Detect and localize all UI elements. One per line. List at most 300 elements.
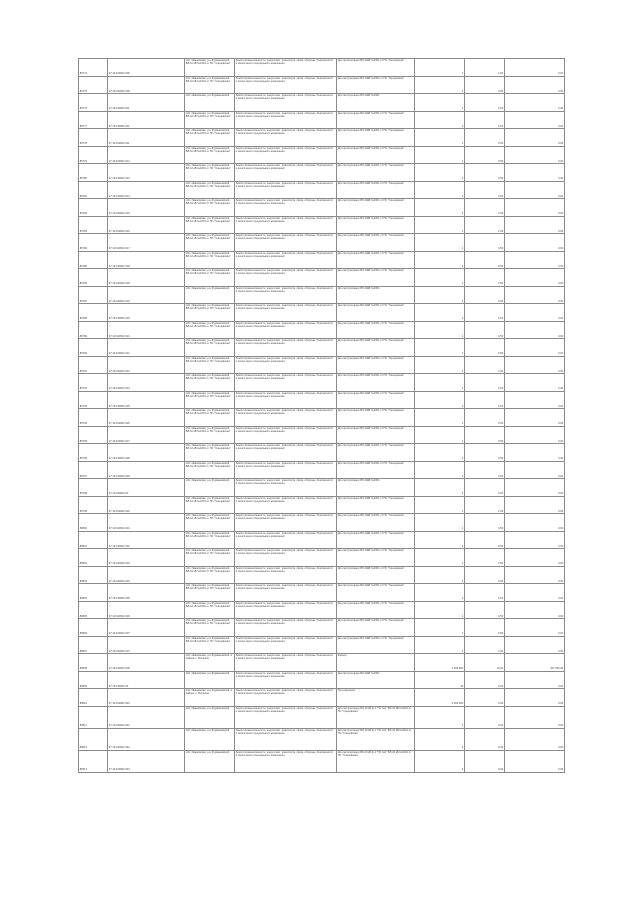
table-row — [79, 199, 565, 217]
row-number-cell: 86776 — [79, 94, 108, 112]
permitted-use-cell: Для эксплуатации ВЛ-10 кВ ф.1 "ПС №1" ВЛ-10 кВ №1001 от ПС "Синцовская" — [337, 750, 415, 772]
cadastral-number-cell: 37:19:010901:620 — [108, 304, 185, 322]
tax-rate-cell: 0,50 — [465, 129, 505, 147]
plot-address-cell: обл. Ивановская, р-н Фурмановский, ВЛ-10 кВ №1001 от ПС "Синцовская" — [185, 601, 235, 619]
land-category-cell: Земли промышленности, энергетики, транспорта, связи, обороны, безопасности и земли иного специального назначения — [235, 111, 337, 129]
cadastral-number-cell: 37:19:010901:611 — [108, 94, 185, 112]
table-row — [79, 566, 565, 584]
plot-address-cell: обл. Ивановская, р-н Фурмановский, ВЛ-10 кВ №1001 от ПС "Синцовская" — [185, 356, 235, 374]
cadastral-value-cell: 0,00 — [505, 304, 565, 322]
row-number-cell: 86796 — [79, 444, 108, 462]
permitted-use-cell: Для эксплуатации ВЛ-10кВ №1001 от ПС "Синцовская" — [337, 321, 415, 339]
cadastral-number-cell: 37:19:010901:638 — [108, 654, 185, 672]
table-row — [79, 76, 565, 94]
document-page — [78, 58, 564, 773]
cadastral-number-cell: 37:19:010901:628 — [108, 444, 185, 462]
row-number-cell: 86800 — [79, 514, 108, 532]
plot-area-cell: 1 — [415, 479, 465, 497]
tax-rate-cell: 0,50 — [465, 76, 505, 94]
table-row — [79, 636, 565, 654]
row-number-cell: 86804 — [79, 584, 108, 602]
row-number-cell: 86786 — [79, 269, 108, 287]
plot-area-cell: 1 — [415, 391, 465, 409]
row-number-cell: 86793 — [79, 391, 108, 409]
tax-rate-cell: 0,50 — [465, 426, 505, 444]
plot-area-cell: 1 — [415, 286, 465, 304]
plot-area-cell: 4 — [415, 750, 465, 772]
permitted-use-cell: Для эксплуатации ВЛ-10кВ №1001 от ПС "Синцовская" — [337, 444, 415, 462]
plot-area-cell: 10 — [415, 671, 465, 689]
cadastral-value-cell: 0,00 — [505, 374, 565, 392]
plot-area-cell: 1 — [415, 251, 465, 269]
table-row — [79, 391, 565, 409]
permitted-use-cell: Для эксплуатации ВЛ-10кВ №1001 от ПС "Синцовская" — [337, 601, 415, 619]
row-number-cell: 86799 — [79, 496, 108, 514]
row-number-cell: 86794 — [79, 409, 108, 427]
cadastral-number-cell: 37:19:010901:614 — [108, 181, 185, 199]
plot-area-cell: 1 — [415, 461, 465, 479]
land-category-cell: Земли промышленности, энергетики, транспорта, связи, обороны, безопасности и земли иного специального назначения — [235, 706, 337, 728]
tax-rate-cell: 0,50 — [465, 94, 505, 112]
cadastral-value-cell: 0,00 — [505, 689, 565, 707]
tax-rate-cell: 0,50 — [465, 181, 505, 199]
cadastral-value-cell: 0,00 — [505, 129, 565, 147]
cadastral-value-cell: 0,00 — [505, 636, 565, 654]
cadastral-number-cell: 37:19:010901:627 — [108, 426, 185, 444]
plot-address-cell: обл. Ивановская, р-н Фурмановский, ВЛ-10 кВ №1001 от ПС "Синцовская" — [185, 584, 235, 602]
cadastral-value-cell: 0,00 — [505, 444, 565, 462]
table-row — [79, 216, 565, 234]
cadastral-number-cell: 37:19:010901:629 — [108, 461, 185, 479]
row-number-cell: 86813 — [79, 750, 108, 772]
table-row — [79, 689, 565, 707]
permitted-use-cell: Под карьером — [337, 689, 415, 707]
cadastral-value-cell: 0,00 — [505, 461, 565, 479]
cadastral-number-cell: 37:19:010901:612 — [108, 146, 185, 164]
tax-rate-cell: 2,00 — [465, 216, 505, 234]
permitted-use-cell: Для эксплуатации ВЛ-10кВ №1001 от ПС "Синцовская" — [337, 531, 415, 549]
cadastral-value-cell: 0,00 — [505, 269, 565, 287]
table-row — [79, 321, 565, 339]
plot-area-cell: 1 — [415, 601, 465, 619]
cadastral-number-cell: 37:19:010901:63 — [108, 479, 185, 497]
cadastral-value-cell: 0,00 — [505, 286, 565, 304]
cadastral-value-cell: 0,00 — [505, 216, 565, 234]
row-number-cell: 86812 — [79, 728, 108, 750]
table-row — [79, 461, 565, 479]
tax-rate-cell: 2,00 — [465, 636, 505, 654]
permitted-use-cell: Для эксплуатации ВЛ-10кВ №1001 от ПС "Синцовская" — [337, 181, 415, 199]
land-category-cell: Земли промышленности, энергетики, транспорта, связи, обороны, безопасности и земли иного специального назначения — [235, 59, 337, 77]
table-row — [79, 531, 565, 549]
plot-area-cell: 1 — [415, 496, 465, 514]
cadastral-number-cell: 37:19:010901:64 — [108, 671, 185, 689]
land-category-cell: Земли промышленности, энергетики, транспорта, связи, обороны, безопасности и земли иного специального назначения — [235, 531, 337, 549]
plot-area-cell: 1 — [415, 339, 465, 357]
cadastral-number-cell: 37:19:010901:622 — [108, 356, 185, 374]
row-number-cell: 86775 — [79, 76, 108, 94]
tax-rate-cell: 2,00 — [465, 356, 505, 374]
row-number-cell: 86810 — [79, 689, 108, 707]
table-row — [79, 514, 565, 532]
plot-area-cell: 1 — [415, 146, 465, 164]
land-category-cell: Земли промышленности, энергетики, транспорта, связи, обороны, безопасности и земли иного специального назначения — [235, 129, 337, 147]
tax-rate-cell: 0,50 — [465, 391, 505, 409]
cadastral-value-cell: 427 650,99 — [505, 654, 565, 672]
row-number-cell: 86779 — [79, 146, 108, 164]
tax-rate-cell: 2,00 — [465, 199, 505, 217]
land-category-cell: Земли промышленности, энергетики, транспорта, связи, обороны, безопасности и земли иного специального назначения — [235, 391, 337, 409]
row-number-cell: 86801 — [79, 531, 108, 549]
land-category-cell: Земли промышленности, энергетики, транспорта, связи, обороны, безопасности и земли иного специального назначения — [235, 479, 337, 497]
plot-address-cell: обл. Ивановская, р-н Фурмановский, ВЛ-10 кВ №1001 от ПС "Синцовская" — [185, 391, 235, 409]
cadastral-value-cell: 0,00 — [505, 146, 565, 164]
tax-rate-cell: 2,00 — [465, 671, 505, 689]
table-row — [79, 496, 565, 514]
cadastral-number-cell: 37:19:010901:621 — [108, 339, 185, 357]
cadastral-number-cell: 37:19:010901:637 — [108, 619, 185, 637]
plot-address-cell: обл. Ивановская, р-н Фурмановский, ВЛ-10 кВ №1001 от ПС "Синцовская" — [185, 111, 235, 129]
cadastral-number-cell: 37:19:010901:633 — [108, 549, 185, 567]
plot-address-cell: обл. Ивановская, р-н Фурмановский, ВЛ-10 кВ №1001 от ПС "Синцовская" — [185, 321, 235, 339]
cadastral-number-cell: 37:19:010901:637 — [108, 636, 185, 654]
cadastral-number-cell: 37:19:010901:625 — [108, 391, 185, 409]
row-number-cell: 86798 — [79, 479, 108, 497]
land-plots-table — [78, 58, 565, 773]
plot-area-cell: 1 — [415, 531, 465, 549]
cadastral-number-cell: 37:19:010901:612 — [108, 164, 185, 182]
permitted-use-cell: Для эксплуатации ВЛ-10кВ №1001 — [337, 286, 415, 304]
tax-rate-cell: 0,50 — [465, 461, 505, 479]
plot-area-cell: 1 — [415, 216, 465, 234]
tax-rate-cell: 0,50 — [465, 269, 505, 287]
tax-rate-cell: 0,50 — [465, 444, 505, 462]
cadastral-number-cell: 37:19:010901:609 — [108, 59, 185, 77]
row-number-cell: 86787 — [79, 286, 108, 304]
land-category-cell: Земли промышленности, энергетики, транспорта, связи, обороны, безопасности и земли иного специального назначения — [235, 356, 337, 374]
cadastral-number-cell: 37:19:010901:621 — [108, 321, 185, 339]
plot-address-cell: обл. Ивановская, р-н Фурмановский, ВЛ-10 кВ №1001 от ПС "Синцовская" — [185, 444, 235, 462]
cadastral-number-cell: 37:19:010901:624 — [108, 374, 185, 392]
plot-area-cell: 1 — [415, 76, 465, 94]
cadastral-value-cell: 0,00 — [505, 750, 565, 772]
tax-rate-cell: 0,50 — [465, 286, 505, 304]
permitted-use-cell: Для эксплуатации ВЛ-10кВ №1001 от ПС "Синцовская" — [337, 59, 415, 77]
land-category-cell: Земли промышленности, энергетики, транспорта, связи, обороны, безопасности и земли иного специального назначения — [235, 444, 337, 462]
plot-address-cell: обл. Ивановская, р-н Фурмановский, ВЛ-10 кВ №1001 от ПС "Синцовская" — [185, 619, 235, 637]
tax-rate-cell: 0,50 — [465, 146, 505, 164]
tax-rate-cell: 0,50 — [465, 514, 505, 532]
plot-area-cell: 1 — [415, 584, 465, 602]
table-row — [79, 654, 565, 672]
table-row — [79, 750, 565, 772]
cadastral-number-cell: 37:19:010901:640 — [108, 689, 185, 707]
permitted-use-cell: Для эксплуатации ВЛ-10кВ №1001 от ПС "Синцовская" — [337, 426, 415, 444]
table-row — [79, 286, 565, 304]
land-category-cell: Земли промышленности, энергетики, транспорта, связи, обороны, безопасности и земли иного специального назначения — [235, 181, 337, 199]
row-number-cell: 86774 — [79, 59, 108, 77]
plot-area-cell: 1 690 802 — [415, 654, 465, 672]
permitted-use-cell: Для эксплуатации ВЛ-10кВ №1001 от ПС "Синцовская" — [337, 391, 415, 409]
permitted-use-cell: Для эксплуатации ВЛ-10кВ №1001 от ПС "Синцовская" — [337, 566, 415, 584]
permitted-use-cell: Для эксплуатации ВЛ-10кВ №1001 от ПС "Синцовская" — [337, 216, 415, 234]
plot-address-cell: обл. Ивановская, р-н Фурмановский — [185, 479, 235, 497]
cadastral-number-cell: 37:19:010901:635 — [108, 584, 185, 602]
plot-address-cell: обл. Ивановская, р-н Фурмановский, ВЛ-10 кВ №1001 от ПС "Синцовская" — [185, 426, 235, 444]
cadastral-value-cell: 0,00 — [505, 706, 565, 728]
table-row — [79, 234, 565, 252]
row-number-cell: 86795 — [79, 426, 108, 444]
tax-rate-cell: 10,40 — [465, 654, 505, 672]
tax-rate-cell: 2,00 — [465, 59, 505, 77]
table-row — [79, 339, 565, 357]
tax-rate-cell: 0,50 — [465, 304, 505, 322]
tax-rate-cell: 0,00 — [465, 689, 505, 707]
plot-area-cell: 1 — [415, 514, 465, 532]
plot-area-cell: 1 — [415, 269, 465, 287]
land-category-cell: Земли промышленности, энергетики, транспорта, связи, обороны, безопасности и земли иного специального назначения — [235, 304, 337, 322]
row-number-cell: 86781 — [79, 181, 108, 199]
cadastral-value-cell: 0,00 — [505, 514, 565, 532]
permitted-use-cell: Для эксплуатации ВЛ-10кВ №1001 от ПС "Синцовская" — [337, 339, 415, 357]
row-number-cell: 86789 — [79, 321, 108, 339]
plot-area-cell: 4 — [415, 706, 465, 728]
permitted-use-cell: Для эксплуатации ВЛ-10кВ №1001 от ПС "Синцовская" — [337, 199, 415, 217]
tax-rate-cell: 0,50 — [465, 584, 505, 602]
tax-rate-cell: 0,50 — [465, 549, 505, 567]
land-category-cell: Земли промышленности, энергетики, транспорта, связи, обороны, безопасности и земли иного специального назначения — [235, 164, 337, 182]
table-row — [79, 181, 565, 199]
table-row — [79, 356, 565, 374]
plot-area-cell: 1 — [415, 426, 465, 444]
table-row — [79, 706, 565, 728]
plot-address-cell: обл. Ивановская, р-н Фурмановский, ВЛ-10 кВ №1001 от ПС "Синцовская" — [185, 636, 235, 654]
table-row — [79, 549, 565, 567]
table-row — [79, 728, 565, 750]
plot-address-cell: обл. Ивановская, р-н Фурмановский, ВЛ-10 кВ №1001 от ПС "Синцовская" — [185, 199, 235, 217]
land-category-cell: Земли промышленности, энергетики, транспорта, связи, обороны, безопасности и земли иного специального назначения — [235, 514, 337, 532]
land-category-cell: Земли промышленности, энергетики, транспорта, связи, обороны, безопасности и земли иного специального назначения — [235, 654, 337, 672]
row-number-cell: 86788 — [79, 304, 108, 322]
land-category-cell: Земли промышленности, энергетики, транспорта, связи, обороны, безопасности и земли иного специального назначения — [235, 269, 337, 287]
cadastral-value-cell: 0,00 — [505, 356, 565, 374]
permitted-use-cell: Для эксплуатации ВЛ-10кВ №1001 от ПС "Синцовская" — [337, 304, 415, 322]
plot-address-cell: обл. Ивановская, р-н Фурмановский, ВЛ-10 кВ №1001 от ПС "Синцовская" — [185, 59, 235, 77]
cadastral-value-cell: 0,00 — [505, 321, 565, 339]
land-category-cell: Земли промышленности, энергетики, транспорта, связи, обороны, безопасности и земли иного специального назначения — [235, 636, 337, 654]
tax-rate-cell: 0,50 — [465, 601, 505, 619]
permitted-use-cell: Для эксплуатации ВЛ-10кВ №1001 от ПС "Синцовская" — [337, 164, 415, 182]
cadastral-number-cell: 37:19:010901:611 — [108, 111, 185, 129]
plot-area-cell: 1 — [415, 356, 465, 374]
table-row — [79, 111, 565, 129]
row-number-cell: 86811 — [79, 706, 108, 728]
tax-rate-cell: 0,50 — [465, 251, 505, 269]
cadastral-number-cell: 37:19:010901:643 — [108, 750, 185, 772]
plot-address-cell: обл. Ивановская, р-н Фурмановский, ВЛ-10 кВ №1001 от ПС "Синцовская" — [185, 234, 235, 252]
cadastral-value-cell: 0,00 — [505, 234, 565, 252]
permitted-use-cell: Для эксплуатации ВЛ-10кВ №1001 от ПС "Синцовская" — [337, 146, 415, 164]
plot-area-cell: 1 — [415, 164, 465, 182]
plot-address-cell: обл. Ивановская, р-н Фурмановский — [185, 706, 235, 728]
permitted-use-cell: Для эксплуатации ВЛ-10кВ №1001 от ПС "Синцовская" — [337, 549, 415, 567]
plot-address-cell: обл. Ивановская, р-н Фурмановский — [185, 750, 235, 772]
plot-area-cell: 1 — [415, 234, 465, 252]
permitted-use-cell: Для эксплуатации ВЛ-10кВ №1001 — [337, 479, 415, 497]
table-row — [79, 251, 565, 269]
plot-area-cell: 1 — [415, 409, 465, 427]
cadastral-value-cell: 0,00 — [505, 391, 565, 409]
cadastral-number-cell: 37:19:010901:617 — [108, 234, 185, 252]
plot-address-cell: обл. Ивановская, р-н Фурмановский, ВЛ-10 кВ №1001 от ПС "Синцовская" — [185, 514, 235, 532]
permitted-use-cell: Для эксплуатации ВЛ-10кВ №1001 от ПС "Синцовская" — [337, 111, 415, 129]
plot-address-cell: обл. Ивановская, р-н Фурмановский, в районе с. Иголкино — [185, 654, 235, 672]
cadastral-value-cell: 0,00 — [505, 251, 565, 269]
land-category-cell: Земли промышленности, энергетики, транспорта, связи, обороны, безопасности и земли иного специального назначения — [235, 728, 337, 750]
land-category-cell: Земли промышленности, энергетики, транспорта, связи, обороны, безопасности и земли иного специального назначения — [235, 286, 337, 304]
table-row — [79, 671, 565, 689]
land-category-cell: Земли промышленности, энергетики, транспорта, связи, обороны, безопасности и земли иного специального назначения — [235, 216, 337, 234]
table-row — [79, 584, 565, 602]
permitted-use-cell: Для эксплуатации ВЛ-10кВ №1001 от ПС "Синцовская" — [337, 636, 415, 654]
cadastral-number-cell: 37:19:010901:636 — [108, 601, 185, 619]
plot-area-cell: 1 — [415, 321, 465, 339]
table-row — [79, 444, 565, 462]
plot-address-cell: обл. Ивановская, р-н Фурмановский — [185, 728, 235, 750]
tax-rate-cell: 2,00 — [465, 496, 505, 514]
cadastral-number-cell: 37:19:010901:611 — [108, 129, 185, 147]
cadastral-number-cell: 37:19:010901:616 — [108, 199, 185, 217]
permitted-use-cell: Для эксплуатации ВЛ-10кВ №1001 от ПС "Синцовская" — [337, 461, 415, 479]
cadastral-number-cell: 37:19:010901:641 — [108, 706, 185, 728]
plot-area-cell: 1 — [415, 619, 465, 637]
land-category-cell: Земли промышленности, энергетики, транспорта, связи, обороны, безопасности и земли иного специального назначения — [235, 409, 337, 427]
land-category-cell: Земли промышленности, энергетики, транспорта, связи, обороны, безопасности и земли иного специального назначения — [235, 671, 337, 689]
cadastral-number-cell: 37:19:010901:616 — [108, 216, 185, 234]
plot-area-cell: 1 — [415, 636, 465, 654]
permitted-use-cell: Для эксплуатации ВЛ-10кВ №1001 от ПС "Синцовская" — [337, 76, 415, 94]
cadastral-value-cell: 0,00 — [505, 339, 565, 357]
plot-address-cell: обл. Ивановская, р-н Фурмановский, ВЛ-10 кВ №1001 от ПС "Синцовская" — [185, 461, 235, 479]
land-category-cell: Земли промышленности, энергетики, транспорта, связи, обороны, безопасности и земли иного специального назначения — [235, 496, 337, 514]
row-number-cell: 86790 — [79, 339, 108, 357]
plot-area-cell: 1 — [415, 111, 465, 129]
plot-address-cell: обл. Ивановская, р-н Фурмановский, ВЛ-10 кВ №1001 от ПС "Синцовская" — [185, 269, 235, 287]
plot-area-cell: 1 — [415, 304, 465, 322]
land-category-cell: Земли промышленности, энергетики, транспорта, связи, обороны, безопасности и земли иного специального назначения — [235, 94, 337, 112]
cadastral-number-cell: 37:19:010901:630 — [108, 496, 185, 514]
land-category-cell: Земли промышленности, энергетики, транспорта, связи, обороны, безопасности и земли иного специального назначения — [235, 199, 337, 217]
permitted-use-cell: Для эксплуатации ВЛ-10 кВ ф.1 "ПС №1" ВЛ-10 кВ №1001 от ПС "Синцовская" — [337, 728, 415, 750]
land-category-cell: Земли промышленности, энергетики, транспорта, связи, обороны, безопасности и земли иного специального назначения — [235, 251, 337, 269]
plot-area-cell: 4 — [415, 728, 465, 750]
plot-area-cell: 1 — [415, 444, 465, 462]
cadastral-value-cell: 0,00 — [505, 619, 565, 637]
tax-rate-cell: 0,50 — [465, 339, 505, 357]
land-category-cell: Земли промышленности, энергетики, транспорта, связи, обороны, безопасности и земли иного специального назначения — [235, 374, 337, 392]
cadastral-value-cell: 0,00 — [505, 671, 565, 689]
land-category-cell: Земли промышленности, энергетики, транспорта, связи, обороны, безопасности и земли иного специального назначения — [235, 321, 337, 339]
row-number-cell: 86792 — [79, 374, 108, 392]
plot-address-cell: обл. Ивановская, р-н Фурмановский, ВЛ-10 кВ №1001 от ПС "Синцовская" — [185, 549, 235, 567]
plot-area-cell: 1 — [415, 566, 465, 584]
row-number-cell: 86803 — [79, 566, 108, 584]
plot-address-cell: обл. Ивановская, р-н Фурмановский — [185, 286, 235, 304]
cadastral-number-cell: 37:19:010901:619 — [108, 286, 185, 304]
cadastral-number-cell: 37:19:010901:631 — [108, 514, 185, 532]
row-number-cell: 86782 — [79, 199, 108, 217]
table-row — [79, 94, 565, 112]
row-number-cell: 86797 — [79, 461, 108, 479]
cadastral-number-cell: 37:19:010901:632 — [108, 531, 185, 549]
tax-rate-cell: 0,50 — [465, 566, 505, 584]
land-category-cell: Земли промышленности, энергетики, транспорта, связи, обороны, безопасности и земли иного специального назначения — [235, 339, 337, 357]
permitted-use-cell: Для эксплуатации ВЛ-10кВ №1001 от ПС "Синцовская" — [337, 374, 415, 392]
plot-address-cell: обл. Ивановская, р-н Фурмановский — [185, 671, 235, 689]
table-row — [79, 129, 565, 147]
row-number-cell: 86809 — [79, 671, 108, 689]
permitted-use-cell: Для эксплуатации ВЛ-10кВ №1001 от ПС "Синцовская" — [337, 234, 415, 252]
plot-address-cell: обл. Ивановская, р-н Фурмановский, ВЛ-10 кВ №1001 от ПС "Синцовская" — [185, 129, 235, 147]
land-category-cell: Земли промышленности, энергетики, транспорта, связи, обороны, безопасности и земли иного специального назначения — [235, 566, 337, 584]
plot-address-cell: обл. Ивановская, р-н Фурмановский, ВЛ-10 кВ №1001 от ПС "Синцовская" — [185, 76, 235, 94]
table-row — [79, 146, 565, 164]
row-number-cell: 86805 — [79, 601, 108, 619]
cadastral-number-cell: 37:19:010901:626 — [108, 409, 185, 427]
cadastral-value-cell: 0,00 — [505, 426, 565, 444]
plot-address-cell: обл. Ивановская, р-н Фурмановский, ВЛ-10 кВ №1001 от ПС "Синцовская" — [185, 409, 235, 427]
permitted-use-cell: Для эксплуатации ВЛ-10кВ №1001 от ПС "Синцовская" — [337, 619, 415, 637]
table-row — [79, 269, 565, 287]
plot-address-cell: обл. Ивановская, р-н Фурмановский, в районе с. Иголкино — [185, 689, 235, 707]
cadastral-value-cell: 0,00 — [505, 409, 565, 427]
land-category-cell: Земли промышленности, энергетики, транспорта, связи, обороны, безопасности и земли иного специального назначения — [235, 549, 337, 567]
land-category-cell: Земли промышленности, энергетики, транспорта, связи, обороны, безопасности и земли иного специального назначения — [235, 146, 337, 164]
tax-rate-cell: 0,50 — [465, 619, 505, 637]
table-row — [79, 304, 565, 322]
tax-rate-cell: 0,50 — [465, 409, 505, 427]
permitted-use-cell: Для эксплуатации ВЛ-10кВ №1001 от ПС "Синцовская" — [337, 514, 415, 532]
cadastral-number-cell: 37:19:010901:618 — [108, 251, 185, 269]
land-category-cell: Земли промышленности, энергетики, транспорта, связи, обороны, безопасности и земли иного специального назначения — [235, 619, 337, 637]
plot-area-cell: 1 — [415, 374, 465, 392]
tax-rate-cell: 0,50 — [465, 321, 505, 339]
row-number-cell: 86783 — [79, 216, 108, 234]
plot-address-cell: обл. Ивановская, р-н Фурмановский, ВЛ-10 кВ №1001 от ПС "Синцовская" — [185, 566, 235, 584]
cadastral-value-cell: 0,00 — [505, 531, 565, 549]
row-number-cell: 86808 — [79, 654, 108, 672]
table-row — [79, 409, 565, 427]
tax-rate-cell: 0,00 — [465, 728, 505, 750]
table-row — [79, 601, 565, 619]
land-category-cell: Земли промышленности, энергетики, транспорта, связи, обороны, безопасности и земли иного специального назначения — [235, 76, 337, 94]
row-number-cell: 86806 — [79, 619, 108, 637]
cadastral-value-cell: 0,00 — [505, 181, 565, 199]
tax-rate-cell: 0,50 — [465, 164, 505, 182]
cadastral-value-cell: 0,00 — [505, 584, 565, 602]
plot-area-cell: 1 — [415, 199, 465, 217]
permitted-use-cell: Для эксплуатации ВЛ-10кВ №1001 от ПС "Синцовская" — [337, 356, 415, 374]
row-number-cell: 86802 — [79, 549, 108, 567]
cadastral-value-cell: 0,00 — [505, 601, 565, 619]
cadastral-number-cell: 37:19:010901:618 — [108, 269, 185, 287]
land-category-cell: Земли промышленности, энергетики, транспорта, связи, обороны, безопасности и земли иного специального назначения — [235, 426, 337, 444]
plot-address-cell: обл. Ивановская, р-н Фурмановский, ВЛ-10 кВ №1001 от ПС "Синцовская" — [185, 304, 235, 322]
plot-area-cell: 1 — [415, 181, 465, 199]
land-category-cell: Земли промышленности, энергетики, транспорта, связи, обороны, безопасности и земли иного специального назначения — [235, 461, 337, 479]
land-category-cell: Земли промышленности, энергетики, транспорта, связи, обороны, безопасности и земли иного специального назначения — [235, 601, 337, 619]
plot-address-cell: обл. Ивановская, р-н Фурмановский, ВЛ-10 кВ №1001 от ПС "Синцовская" — [185, 531, 235, 549]
